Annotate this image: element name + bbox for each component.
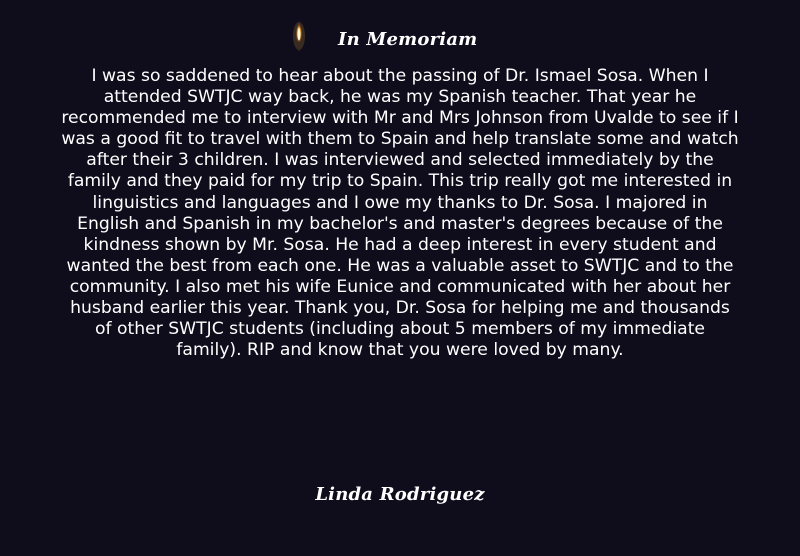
candle-icon <box>292 18 306 56</box>
signature: Linda Rodriguez <box>315 484 485 505</box>
tribute-text: I was so saddened to hear about the passing of Dr. Ismael Sosa. When I attended SWTJC way back, he was my Spanish teacher. That year he recommended me to interview with Mr and Mrs Johnson from Uvalde to see if I was a good fit to travel with them to Spain and help translate some and watch after their 3 children. I was interviewed and selected immediately by the family and they paid for my trip to Spain. This trip really got me interested in linguistics and languages and I owe my thanks to Dr. Sosa. I majored in English and Spanish in my bachelor's and master's degrees because of the kindness shown by Mr. Sosa. He had a deep interest in every student and wanted the best from each one. He was a valuable asset to SWTJC and to the community. I also met his wife Eunice and communicated with her about her husband earlier this year. Thank you, Dr. Sosa for helping me and thousands of other SWTJC students (including about 5 members of my immediate family). RIP and know that you were loved by many. <box>61 66 739 361</box>
memorial-header <box>0 18 800 58</box>
page-title: In Memoriam <box>338 29 478 50</box>
